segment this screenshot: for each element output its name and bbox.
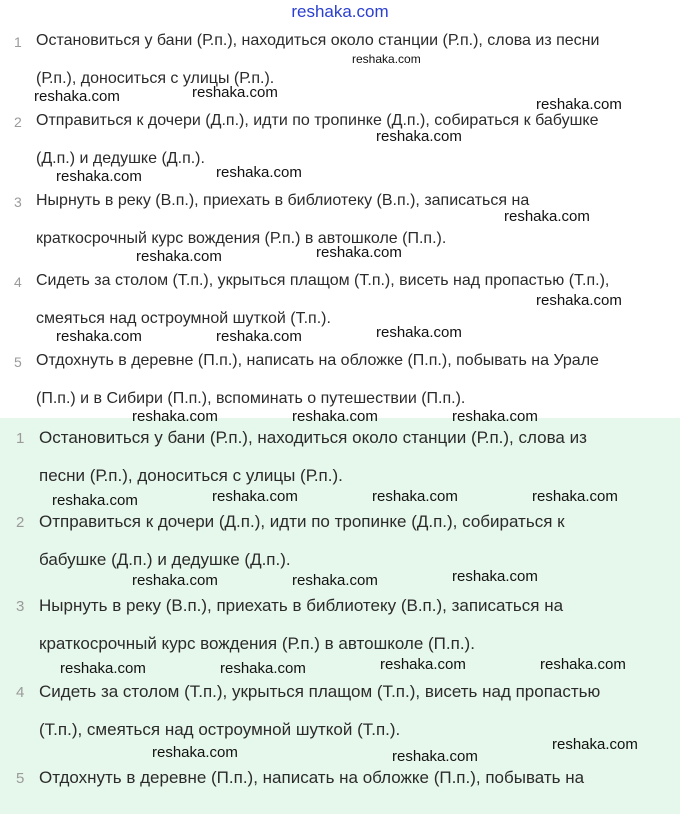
item-number: 3 [14, 194, 22, 210]
watermark: reshaka.com [56, 328, 142, 345]
watermark: reshaka.com [352, 52, 421, 66]
watermark: reshaka.com [34, 88, 120, 105]
item-number: 1 [14, 34, 22, 50]
item-text-line1: Нырнуть в реку (В.п.), приехать в библиотеку (В.п.), записаться на [39, 596, 564, 615]
item-text-line1: Отдохнуть в деревне (П.п.), написать на обложке (П.п.), побывать на [39, 768, 585, 787]
watermark: reshaka.com [552, 736, 638, 753]
item-text-line1: Отправиться к дочери (Д.п.), идти по тропинке (Д.п.), собираться к [39, 512, 565, 531]
item-text-line2: (Д.п.) и дедушке (Д.п.). [36, 150, 205, 167]
item-text-line2: смеяться над остроумной шуткой (Т.п.). [36, 310, 331, 327]
item-text-line2: бабушке (Д.п.) и дедушке (Д.п.). [39, 550, 291, 569]
item-number: 1 [16, 430, 25, 447]
item-text-line2: песни (Р.п.), доноситься с улицы (Р.п.). [39, 466, 343, 485]
item-number: 5 [16, 770, 25, 787]
watermark: reshaka.com [152, 744, 238, 761]
item-text-line1: Отдохнуть в деревне (П.п.), написать на обложке (П.п.), побывать на Урале [36, 352, 599, 369]
watermark: reshaka.com [192, 84, 278, 101]
item-text-line2: (Т.п.), смеяться над остроумной шуткой (Т.п.). [39, 720, 401, 739]
watermark: reshaka.com [376, 128, 462, 145]
watermark: reshaka.com [376, 324, 462, 341]
watermark: reshaka.com [372, 488, 458, 505]
watermark: reshaka.com [220, 660, 306, 677]
item-text-line1: Отправиться к дочери (Д.п.), идти по тропинке (Д.п.), собираться к бабушке [36, 112, 599, 129]
site-title[interactable]: reshaka.com [291, 2, 389, 21]
item-text-line2: (Р.п.), доноситься с улицы (Р.п.). [36, 70, 275, 87]
watermark: reshaka.com [504, 208, 590, 225]
item-text-line1: Остановиться у бани (Р.п.), находиться около станции (Р.п.), слова из песни [36, 32, 600, 49]
item-text-line1: Остановиться у бани (Р.п.), находиться около станции (Р.п.), слова из [39, 428, 587, 447]
watermark: reshaka.com [136, 248, 222, 265]
item-text-line2: краткосрочный курс вождения (Р.п.) в автошколе (П.п.). [36, 230, 447, 247]
item-text-line1: Нырнуть в реку (В.п.), приехать в библиотеку (В.п.), записаться на [36, 192, 530, 209]
watermark: reshaka.com [392, 748, 478, 765]
item-text-line2: краткосрочный курс вождения (Р.п.) в автошколе (П.п.). [39, 634, 475, 653]
watermark: reshaka.com [452, 568, 538, 585]
watermark: reshaka.com [212, 488, 298, 505]
item-number: 5 [14, 354, 22, 370]
item-number: 4 [14, 274, 22, 290]
watermark: reshaka.com [540, 656, 626, 673]
watermark: reshaka.com [452, 408, 538, 425]
watermark: reshaka.com [532, 488, 618, 505]
item-text-line1: Сидеть за столом (Т.п.), укрыться плащом (Т.п.), висеть над пропастью (Т.п.), [36, 272, 610, 289]
watermark: reshaka.com [316, 244, 402, 261]
item-text-line2: (П.п.) и в Сибири (П.п.), вспоминать о путешествии (П.п.). [36, 390, 466, 407]
watermark: reshaka.com [132, 408, 218, 425]
watermark: reshaka.com [292, 408, 378, 425]
watermark: reshaka.com [60, 660, 146, 677]
watermark: reshaka.com [292, 572, 378, 589]
watermark: reshaka.com [216, 164, 302, 181]
item-number: 3 [16, 598, 25, 615]
item-text-line1: Сидеть за столом (Т.п.), укрыться плащом (Т.п.), висеть над пропастью [39, 682, 601, 701]
site-header [0, 0, 680, 20]
watermark: reshaka.com [216, 328, 302, 345]
watermark: reshaka.com [536, 292, 622, 309]
watermark: reshaka.com [380, 656, 466, 673]
phrase-list-highlighted [0, 418, 680, 814]
item-number: 2 [16, 514, 25, 531]
watermark: reshaka.com [536, 96, 622, 113]
item-number: 4 [16, 684, 25, 701]
watermark: reshaka.com [52, 492, 138, 509]
item-number: 2 [14, 114, 22, 130]
watermark: reshaka.com [56, 168, 142, 185]
watermark: reshaka.com [132, 572, 218, 589]
